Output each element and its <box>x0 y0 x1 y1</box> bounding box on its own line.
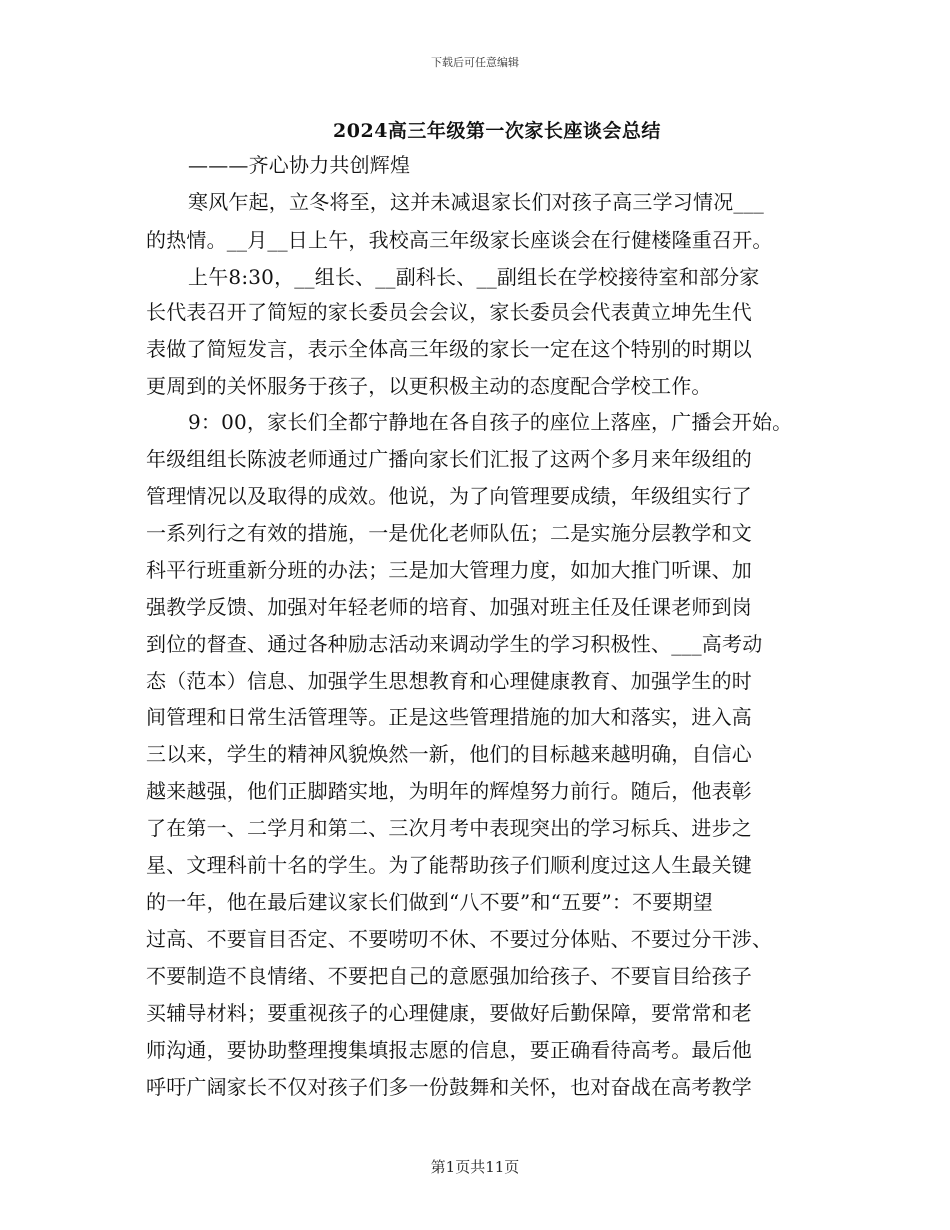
body-line: 师沟通，要协助整理搜集填报志愿的信息，要正确看待高考。最后他 <box>146 1038 752 1062</box>
body-line: 长代表召开了简短的家长委员会会议，家长委员会代表黄立坤先生代 <box>146 300 752 324</box>
body-line: 表做了简短发言，表示全体高三年级的家长一定在这个特别的时期以 <box>146 337 752 361</box>
body-line: 年级组组长陈波老师通过广播向家长们汇报了这两个多月来年级组的 <box>146 447 752 471</box>
body-line: 不要制造不良情绪、不要把自己的意愿强加给孩子、不要盲目给孩子 <box>146 964 752 988</box>
body-line: 到位的督查、通过各种励志活动来调动学生的学习积极性、___高考动 <box>146 632 763 656</box>
body-line: 了在第一、二学月和第二、三次月考中表现突出的学习标兵、进步之 <box>146 816 752 840</box>
body-line: 星、文理科前十名的学生。为了能帮助孩子们顺利度过这人生最关键 <box>146 853 752 877</box>
body-line: 的一年，他在最后建议家长们做到“八不要”和“五要”：不要期望 <box>146 890 713 914</box>
body-line: 呼吁广阔家长不仅对孩子们多一份鼓舞和关怀，也对奋战在高考教学 <box>146 1075 752 1099</box>
body-line: 态（范本）信息、加强学生思想教育和心理健康教育、加强学生的时 <box>146 669 752 693</box>
document-subtitle: ———齐心协力共创辉煌 <box>188 153 411 177</box>
body-line: 更周到的关怀服务于孩子，以更积极主动的态度配合学校工作。 <box>146 374 712 398</box>
body-line: 间管理和日常生活管理等。正是这些管理措施的加大和落实，进入高 <box>146 705 752 729</box>
body-line: 强教学反馈、加强对年轻老师的培育、加强对班主任及任课老师到岗 <box>146 595 752 619</box>
body-line: 9：00，家长们全都宁静地在各自孩子的座位上落座，广播会开始。 <box>188 410 793 434</box>
body-line: 一系列行之有效的措施，一是优化老师队伍；二是实施分层教学和文 <box>146 521 752 545</box>
body-line: 过高、不要盲目否定、不要唠叨不休、不要过分体贴、不要过分干涉、 <box>146 927 773 951</box>
body-line: 管理情况以及取得的成效。他说，为了向管理要成绩，年级组实行了 <box>146 484 752 508</box>
page-header-note: 下载后可任意编辑 <box>431 56 519 69</box>
page-footer: 第1页共11页 <box>430 1158 520 1176</box>
document-title: 2024高三年级第一次家长座谈会总结 <box>333 120 661 142</box>
body-line: 上午8:30，__组长、__副科长、__副组长在学校接待室和部分家 <box>188 265 760 289</box>
body-line: 的热情。__月__日上午，我校高三年级家长座谈会在行健楼隆重召开。 <box>146 228 773 252</box>
body-line: 科平行班重新分班的办法；三是加大管理力度，如加大推门听课、加 <box>146 558 752 582</box>
body-line: 三以来，学生的精神风貌焕然一新，他们的目标越来越明确，自信心 <box>146 742 752 766</box>
body-line: 寒风乍起，立冬将至，这并未减退家长们对孩子高三学习情况___ <box>188 190 764 214</box>
body-line: 买辅导材料；要重视孩子的心理健康，要做好后勤保障，要常常和老 <box>146 1001 752 1025</box>
body-line: 越来越强，他们正脚踏实地，为明年的辉煌努力前行。随后，他表彰 <box>146 779 752 803</box>
